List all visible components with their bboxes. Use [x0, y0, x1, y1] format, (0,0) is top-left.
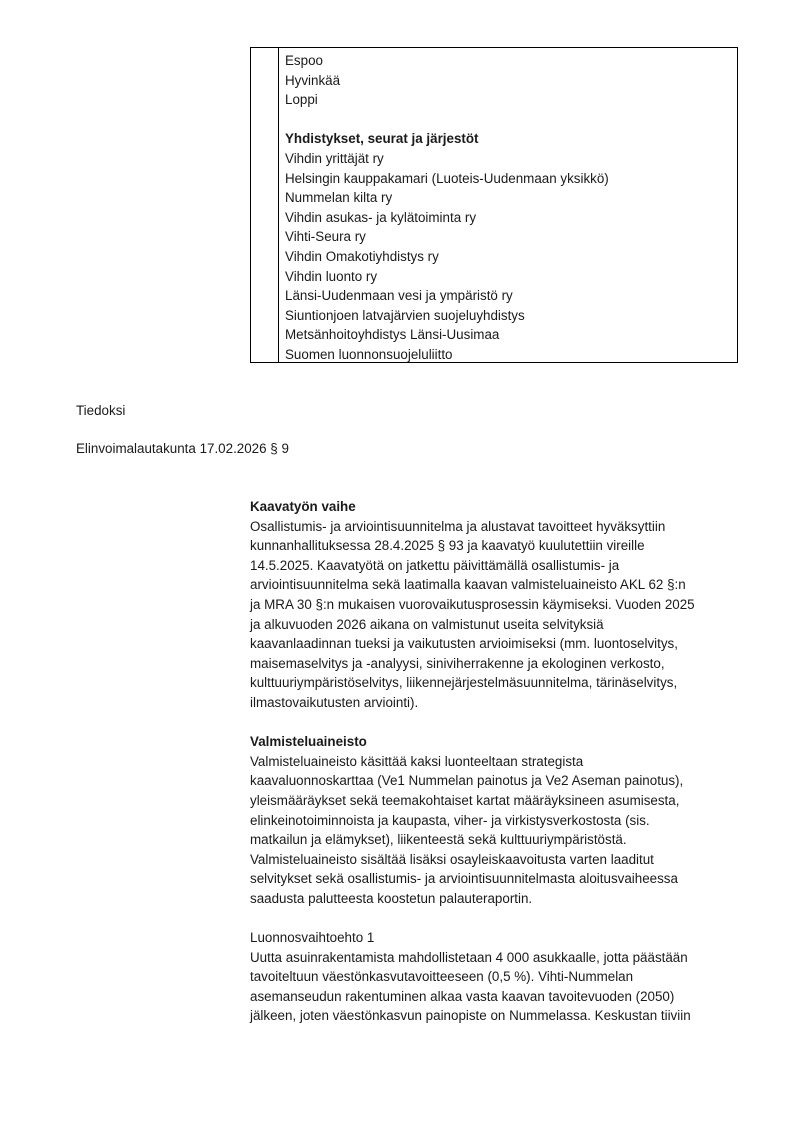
paragraph-line: tavoiteltuun väestönkasvutavoitteeseen (0,5 %). Vihti-Nummelan [250, 969, 634, 985]
table-right-cell [279, 48, 737, 362]
organization-item: Vihdin luonto ry [285, 268, 378, 284]
organization-item: Vihdin yrittäjät ry [285, 150, 384, 166]
paragraph-line: Osallistumis- ja arviointisuunnitelma ja alustavat tavoitteet hyväksyttiin [250, 518, 666, 534]
table-left-cell [251, 48, 279, 362]
tiedoksi-label: Tiedoksi [76, 403, 126, 418]
section-heading: Valmisteluaineisto [250, 734, 367, 750]
section-paragraph [250, 752, 750, 909]
paragraph-line: yleismääräykset sekä teemakohtaiset kartat määräyksineen asumisesta, [250, 792, 680, 808]
paragraph-line: 14.5.2025. Kaavatyötä on jatkettu päivittämällä osallistumis- ja [250, 557, 620, 573]
section-kaavatyon-vaihe [250, 497, 750, 713]
body-text [250, 497, 750, 1046]
paragraph-line: matkailun ja elämykset), liikenteestä sekä kulttuuriympäristöstä. [250, 832, 627, 848]
organizations-heading: Yhdistykset, seurat ja järjestöt [285, 131, 479, 147]
section-paragraph [250, 948, 750, 1026]
organization-item: Vihti-Seura ry [285, 229, 366, 245]
organization-item: Siuntionjoen latvajärvien suojeluyhdistys [285, 307, 525, 323]
organization-item: Helsingin kauppakamari (Luoteis-Uudenmaan yksikkö) [285, 170, 609, 186]
paragraph-line: ja alkuvuoden 2026 aikana on valmistunut useita selvityksiä [250, 616, 604, 632]
paragraph-line: elinkeinotoiminnoista ja kaupasta, viher- ja virkistysverkostosta (sis. [250, 812, 650, 828]
paragraph-line: asemanseudun rakentuminen alkaa vasta kaavan tavoitevuoden (2050) [250, 988, 675, 1004]
municipality-item: Hyvinkää [285, 72, 341, 88]
organization-item: Vihdin Omakotiyhdistys ry [285, 248, 439, 264]
paragraph-line: maisemaselvitys ja -analyysi, siniviherrakenne ja ekologinen verkosto, [250, 655, 665, 671]
paragraph-line: Valmisteluaineisto käsittää kaksi luonteeltaan strategista [250, 753, 584, 769]
paragraph-line: kulttuuriympäristöselvitys, liikennejärjestelmäsuunnitelma, tärinäselvitys, [250, 675, 678, 691]
paragraph-line: Uutta asuinrakentamista mahdollistetaan 4 000 asukkaalle, jotta päästään [250, 949, 688, 965]
paragraph-line: kaavanlaadinnan tueksi ja vaikutusten arvioimiseksi (mm. luontoselvitys, [250, 636, 678, 652]
paragraph-line: jälkeen, joten väestönkasvun painopiste on Nummelassa. Keskustan tiiviin [250, 1008, 691, 1024]
paragraph-line: selvitykset sekä osallistumis- ja arviointisuunnitelmasta aloitusvaiheessa [250, 871, 678, 887]
organization-item: Metsänhoitoyhdistys Länsi-Uusimaa [285, 327, 500, 343]
organization-item: Suomen luonnonsuojeluliitto [285, 346, 453, 362]
section-luonnosvaihtoehto-1 [250, 928, 750, 1026]
section-heading: Luonnosvaihtoehto 1 [250, 930, 375, 946]
paragraph-line: ja MRA 30 §:n mukaisen vuorovaikutusprosessin käymiseksi. Vuoden 2025 [250, 596, 695, 612]
paragraph-line: kunnanhallituksessa 28.4.2025 § 93 ja kaavatyö kuulutettiin vireille [250, 538, 645, 554]
paragraph-line: arviointisuunnitelma sekä laatimalla kaavan valmisteluaineisto AKL 62 §:n [250, 577, 686, 593]
spacer [285, 110, 737, 130]
stakeholder-table [250, 47, 738, 363]
paragraph-line: ilmastovaikutusten arviointi). [250, 694, 419, 710]
paragraph-line: saadusta palutteesta koostetun palauteraportin. [250, 890, 533, 906]
paragraph-line: Valmisteluaineisto sisältää lisäksi osayleiskaavoitusta varten laaditut [250, 851, 654, 867]
section-heading: Kaavatyön vaihe [250, 499, 356, 514]
section-valmisteluaineisto [250, 732, 750, 908]
organization-item: Nummelan kilta ry [285, 190, 393, 206]
meeting-reference: Elinvoimalautakunta 17.02.2026 § 9 [76, 441, 289, 456]
organization-item: Vihdin asukas- ja kylätoiminta ry [285, 209, 477, 225]
organization-item: Länsi-Uudenmaan vesi ja ympäristö ry [285, 288, 513, 304]
municipality-item: Loppi [285, 92, 318, 108]
section-paragraph [250, 517, 750, 713]
paragraph-line: kaavaluonnoskarttaa (Ve1 Nummelan painotus ja Ve2 Aseman painotus), [250, 773, 684, 789]
municipality-item: Espoo [285, 53, 323, 68]
